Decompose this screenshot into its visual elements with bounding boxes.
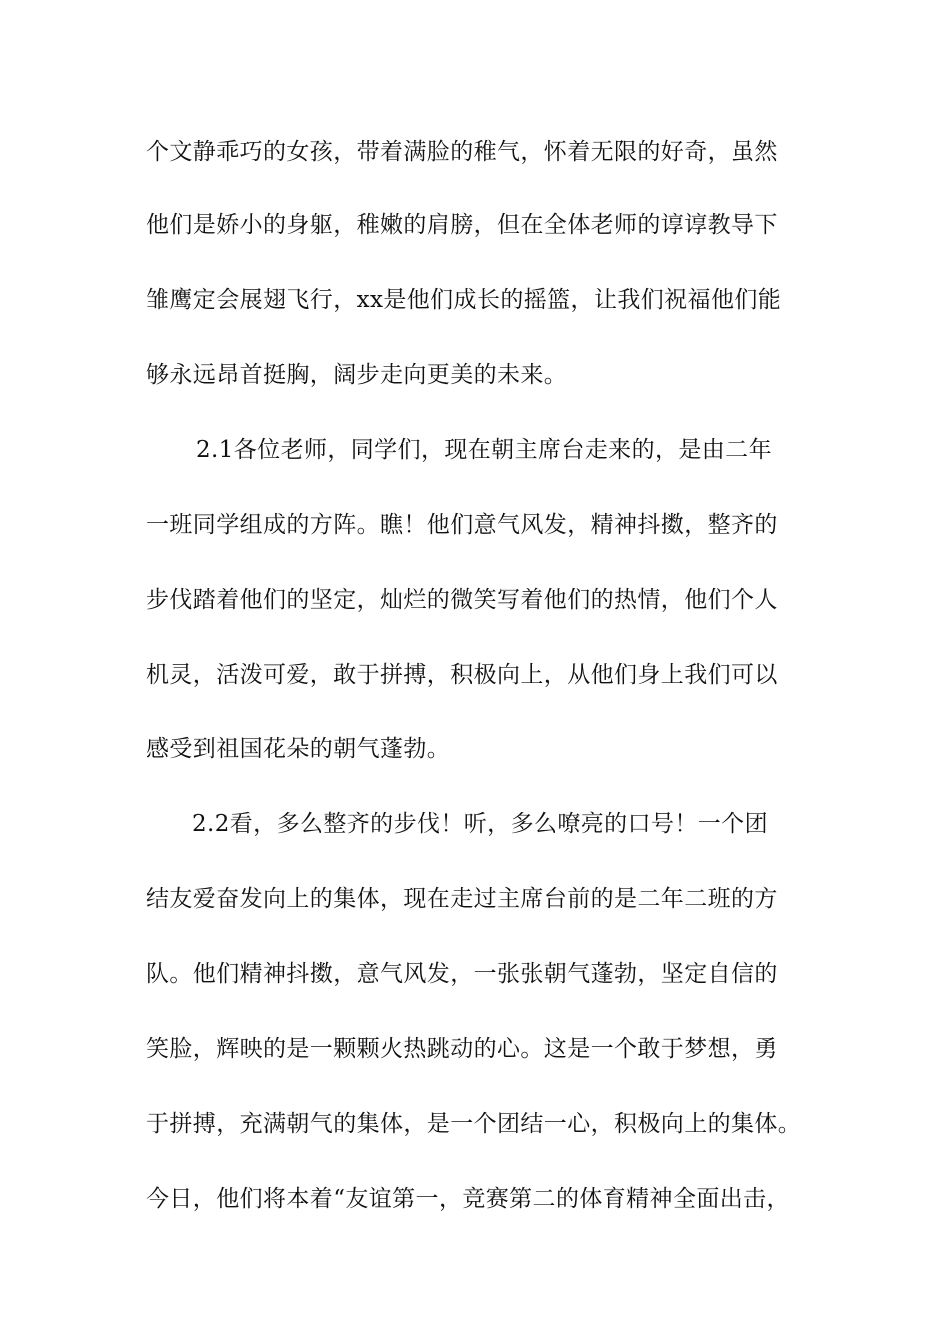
text-line: 2.2看，多么整齐的步伐！听，多么嘹亮的口号！一个团 — [192, 811, 768, 837]
text-line: 步伐踏着他们的坚定，灿烂的微笑写着他们的热情，他们个人 — [146, 587, 778, 613]
text-line: 够永远昂首挺胸，阔步走向更美的未来。 — [146, 362, 568, 388]
text-line: 今日，他们将本着“友谊第一，竞赛第二的体育精神全面出击， — [146, 1186, 790, 1212]
text-line: 他们是娇小的身躯，稚嫩的肩膀，但在全体老师的谆谆教导下 — [146, 212, 778, 238]
text-line: 于拼搏，充满朝气的集体，是一个团结一心，积极向上的集体。 — [146, 1111, 802, 1137]
text-line: 雏鹰定会展翅飞行，xx是他们成长的摇篮，让我们祝福他们能 — [146, 287, 782, 313]
text-line: 笑脸，辉映的是一颗颗火热跳动的心。这是一个敢于梦想，勇 — [146, 1036, 778, 1062]
text-line: 队。他们精神抖擞，意气风发，一张张朝气蓬勃，坚定自信的 — [146, 961, 778, 987]
text-line: 结友爱奋发向上的集体，现在走过主席台前的是二年二班的方 — [146, 886, 778, 912]
text-line: 机灵，活泼可爱，敢于拼搏，积极向上，从他们身上我们可以 — [146, 662, 778, 688]
text-line: 一班同学组成的方阵。瞧！他们意气风发，精神抖擞，整齐的 — [146, 512, 778, 538]
text-line: 个文静乖巧的女孩，带着满脸的稚气，怀着无限的好奇，虽然 — [146, 139, 778, 165]
text-line: 2.1各位老师，同学们，现在朝主席台走来的，是由二年 — [196, 437, 772, 463]
text-line: 感受到祖国花朵的朝气蓬勃。 — [146, 736, 451, 762]
